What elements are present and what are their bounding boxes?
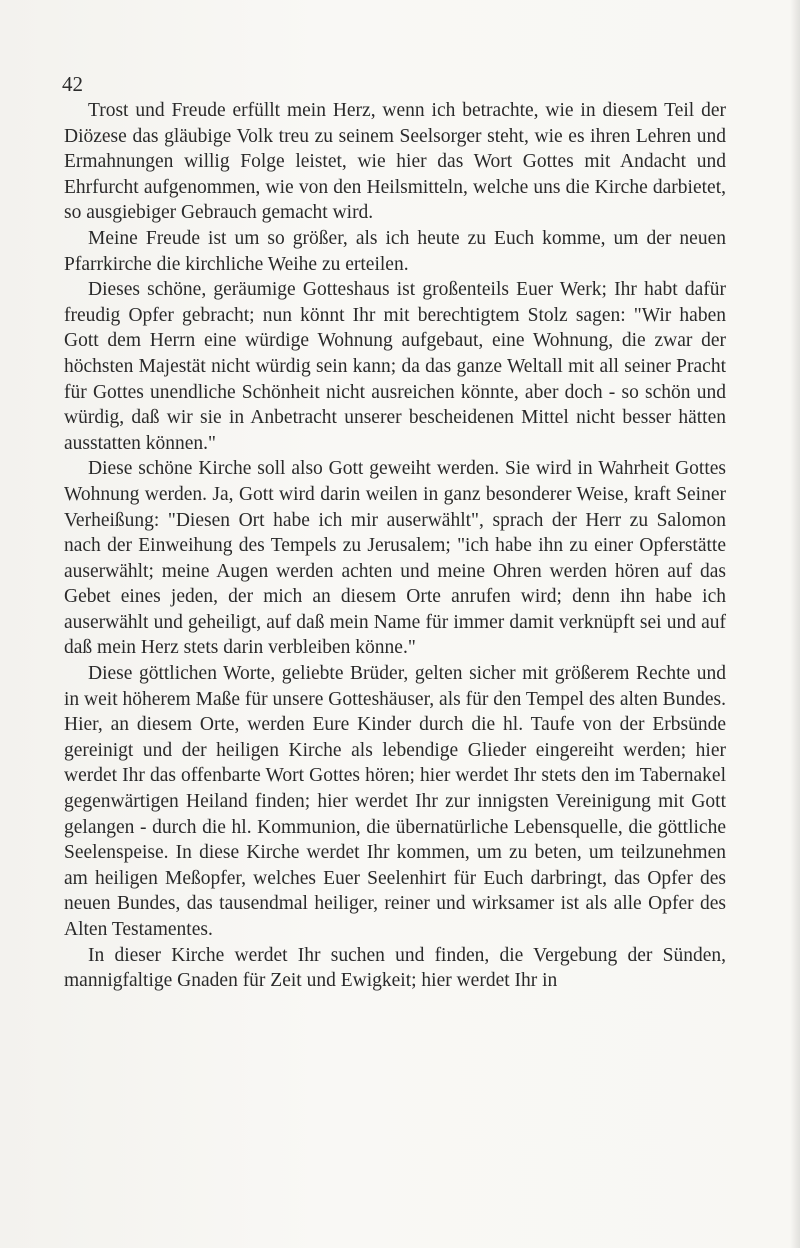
body-text (64, 98, 726, 994)
paragraph-1: Trost und Freude erfüllt mein Herz, wenn ich betrachte, wie in diesem Teil der Diözese das gläubige Volk treu zu seinem Seelsorger steht, wie es ihren Lehren und Ermahnungen willig Folge leistet, wie hier das Wort Gottes mit Andacht und Ehrfurcht aufgenommen, wie von den Heilsmitteln, welche uns die Kirche darbietet, so ausgiebiger Gebrauch gemacht wird. (64, 100, 726, 224)
paragraph-4: Diese schöne Kirche soll also Gott geweiht werden. Sie wird in Wahrheit Gottes Wohnung werden. Ja, Gott wird darin weilen in ganz besonderer Weise, kraft Seiner Verheißung: "Diesen Ort habe ich mir auserwählt", sprach der Herr zu Salomon nach der Einweihung des Tempels zu Jerusalem; "ich habe ihn zu einer Opferstätte auserwählt; meine Augen werden achten und meine Ohren werden hören auf das Gebet eines jeden, der mich an diesem Orte anrufen wird; denn ihn habe ich auserwählt und geheiligt, auf daß mein Name für immer damit verknüpft sei und auf daß mein Herz stets darin verbleiben könne." (64, 458, 726, 659)
page-number: 42 (62, 72, 83, 96)
paragraph-6: In dieser Kirche werdet Ihr suchen und finden, die Vergebung der Sünden, mannigfaltige Gnaden für Zeit und Ewigkeit; hier werdet Ihr in (64, 944, 726, 992)
paragraph-2: Meine Freude ist um so größer, als ich heute zu Euch komme, um der neuen Pfarrkirche die kirchliche Weihe zu erteilen. (64, 227, 726, 275)
paragraph-3: Dieses schöne, geräumige Gotteshaus ist großenteils Euer Werk; Ihr habt dafür freudig Opfer gebracht; nun könnt Ihr mit berechtigtem Stolz sagen: "Wir haben Gott dem Herrn eine würdige Wohnung aufgebaut, eine Wohnung, die zwar der höchsten Majestät nicht würdig sein kann; da das ganze Weltall mit all seiner Pracht für Gottes unendliche Schönheit nicht ausreichen könnte, aber doch - so schön und würdig, daß wir sie in Anbetracht unserer bescheidenen Mittel nicht besser hätten ausstatten können." (64, 279, 726, 454)
page-edge-shadow (790, 0, 800, 1248)
paragraph-5: Diese göttlichen Worte, geliebte Brüder, gelten sicher mit größerem Rechte und in weit höherem Maße für unsere Gotteshäuser, als für den Tempel des alten Bundes. Hier, an diesem Orte, werden Eure Kinder durch die hl. Taufe von der Erbsünde gereinigt und der heiligen Kirche als lebendige Glieder eingereiht werden; hier werdet Ihr das offenbarte Wort Gottes hören; hier werdet Ihr stets den im Tabernakel gegenwärtigen Heiland finden; hier werdet Ihr zur innigsten Vereinigung mit Gott gelangen - durch die hl. Kommunion, die übernatürliche Lebensquelle, die göttliche Seelenspeise. In diese Kirche werdet Ihr kommen, um zu beten, um teilzunehmen am heiligen Meßopfer, welches Euer Seelenhirt für Euch darbringt, das Opfer des neuen Bundes, das tausendmal heiliger, reiner und wirksamer ist als alle Opfer des Alten Testamentes. (64, 663, 726, 940)
